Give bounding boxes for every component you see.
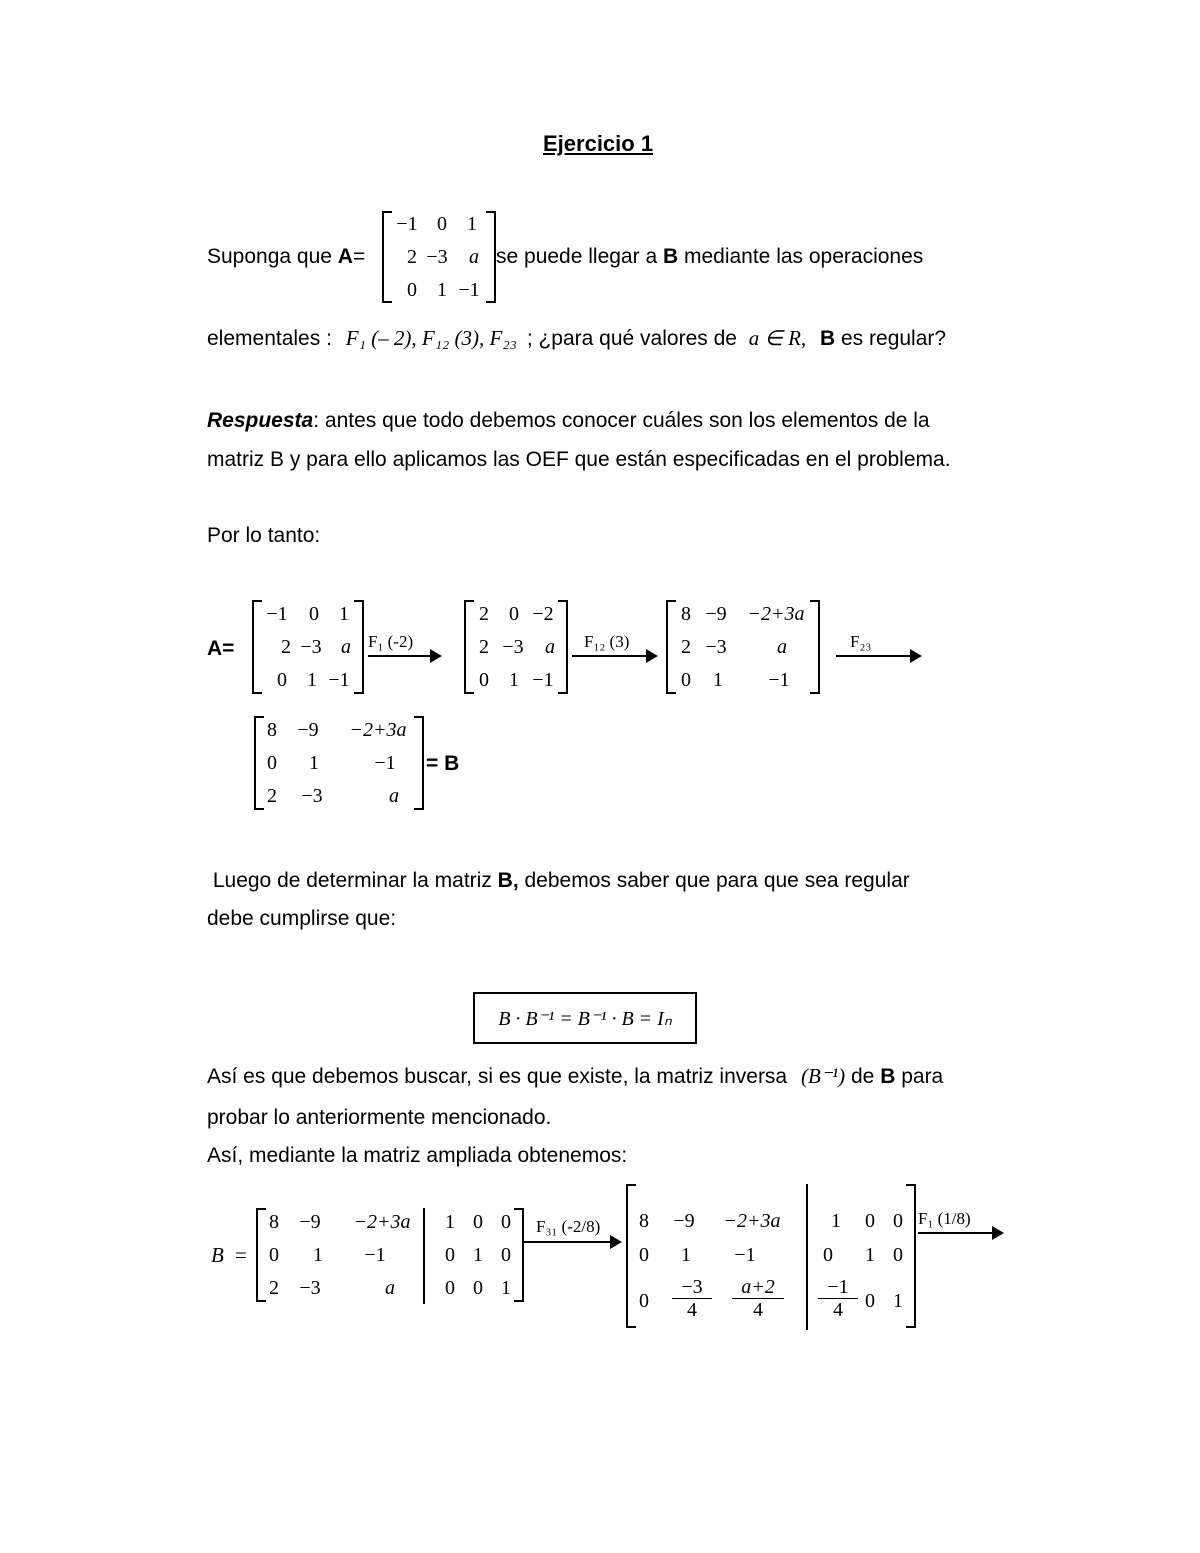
chain-op-1: F₁ (-2): [368, 632, 414, 651]
matrix-cell: −1: [374, 752, 396, 774]
matrix-cell: a: [385, 1277, 395, 1299]
matrix-cell: 0: [309, 603, 319, 625]
matrix-cell: −2: [532, 603, 554, 625]
matrix-cell: −3: [426, 246, 448, 268]
por-lo-tanto: Por lo tanto:: [207, 524, 321, 547]
matrix-cell: 0: [445, 1277, 455, 1299]
aug-op-1: F₃₁ (-2/8): [536, 1217, 601, 1236]
matrix-cell: −9: [299, 1211, 321, 1233]
matrix-cell: 1: [831, 1210, 841, 1232]
matrix-cell: 0: [639, 1290, 649, 1312]
chain-matrix-b: [254, 716, 424, 810]
matrix-cell: 2: [267, 785, 277, 807]
page-title: Ejercicio 1: [543, 131, 654, 156]
matrix-cell: 2: [479, 636, 489, 658]
intro-eq: =: [352, 245, 366, 268]
matrix-cell: −1: [458, 279, 480, 301]
matrix-cell: 2: [281, 636, 291, 658]
chain-matrix-1: [252, 600, 364, 694]
aug-eq: =: [235, 1243, 247, 1267]
augment-divider: [806, 1184, 808, 1330]
matrix-cell: −2+3a: [353, 1211, 411, 1233]
matrix-cell: 0: [639, 1244, 649, 1266]
matrix-cell: −9: [297, 719, 319, 741]
matrix-cell: 0: [445, 1244, 455, 1266]
asi-binv: (B⁻¹): [800, 1064, 846, 1088]
chain-eq-b: = B: [426, 752, 460, 775]
matrix-cell: 0: [407, 279, 417, 301]
asi-line-3: Así, mediante la matriz ampliada obtenemos:: [207, 1144, 628, 1167]
answer-line-1: [207, 409, 930, 433]
matrix-cell: 1: [501, 1277, 511, 1299]
intro-ops: F₁ (– 2), F₁₂ (3), F₂₃: [345, 326, 517, 350]
intro-pre: Suponga que: [207, 245, 338, 268]
fraction-num: −1: [818, 1276, 858, 1299]
arrow-right-icon: [836, 655, 920, 657]
intro-line-1: [207, 245, 365, 269]
asi-post: para: [895, 1065, 944, 1088]
matrix-cell: 1: [309, 752, 319, 774]
matrix-cell: −9: [705, 603, 727, 625]
matrix-cell: 2: [407, 246, 417, 268]
intro-line2-mid: ; ¿para qué valores de: [526, 327, 737, 350]
matrix-cell: 0: [865, 1290, 875, 1312]
matrix-cell: 2: [681, 636, 691, 658]
matrix-cell: 0: [269, 1244, 279, 1266]
arrow-right-icon: [524, 1241, 620, 1243]
matrix-cell: 1: [509, 669, 519, 691]
luego-line-2: debe cumplirse que:: [207, 907, 397, 930]
matrix-cell: 8: [681, 603, 691, 625]
intro-line-1-rest: [496, 245, 923, 269]
asi-line-2: probar lo anteriormente mencionado.: [207, 1106, 552, 1129]
matrix-cell: −1: [328, 669, 350, 691]
luego-line-1: [207, 869, 910, 893]
matrix-cell: 0: [893, 1210, 903, 1232]
intro-line-2: [207, 326, 946, 351]
matrix-cell: 8: [267, 719, 277, 741]
matrix-cell: −9: [673, 1210, 695, 1232]
matrix-cell: 2: [269, 1277, 279, 1299]
intro-line2-post: es regular?: [835, 327, 947, 350]
answer-line-2: matriz B y para ello aplicamos las OEF que están especificadas en el problema.: [207, 448, 951, 471]
matrix-cell: 2: [479, 603, 489, 625]
fraction: [672, 1276, 712, 1321]
intro-matrix-a: [382, 211, 496, 303]
matrix-cell: a: [341, 636, 351, 658]
intro-post: mediante las operaciones: [678, 245, 924, 268]
asi-pre: Así es que debemos buscar, si es que existe, la matriz inversa: [207, 1065, 788, 1088]
matrix-cell: −1: [532, 669, 554, 691]
matrix-cell: 0: [823, 1244, 833, 1266]
fraction-den: 4: [833, 1299, 843, 1321]
arrow-right-icon: [368, 655, 440, 657]
matrix-cell: 1: [713, 669, 723, 691]
matrix-cell: −2+3a: [747, 603, 805, 625]
augment-divider: [423, 1208, 425, 1304]
matrix-cell: 0: [277, 669, 287, 691]
intro-b-label: B: [662, 245, 679, 268]
matrix-cell: −2+3a: [723, 1210, 781, 1232]
matrix-cell: −3: [299, 1277, 321, 1299]
matrix-cell: 0: [479, 669, 489, 691]
fraction-den: 4: [753, 1299, 763, 1321]
intro-a-label: A: [337, 245, 353, 268]
chain-op-3: F₂₃: [850, 632, 872, 651]
aug-matrix-left: [256, 1208, 524, 1302]
matrix-cell: 8: [639, 1210, 649, 1232]
matrix-cell: 0: [267, 752, 277, 774]
answer-label: Respuesta: [207, 409, 314, 432]
chain-matrix-2: [464, 600, 568, 694]
asi-mid: de: [845, 1065, 881, 1088]
matrix-cell: 1: [307, 669, 317, 691]
matrix-cell: 1: [339, 603, 349, 625]
intro-mid: se puede llegar a: [496, 245, 663, 268]
fraction: [818, 1276, 858, 1321]
answer-text-1: : antes que todo debemos conocer cuáles son los elementos de la: [313, 409, 930, 432]
matrix-cell: 0: [865, 1210, 875, 1232]
luego-b: B,: [497, 869, 519, 892]
matrix-cell: a: [545, 636, 555, 658]
formula-box: [473, 992, 697, 1044]
luego-post: debemos saber que para que sea regular: [518, 869, 910, 892]
matrix-cell: 1: [865, 1244, 875, 1266]
asi-line-1: [207, 1064, 943, 1089]
aug-op-2: F₁ (1/8): [918, 1209, 971, 1228]
matrix-cell: −3: [300, 636, 322, 658]
chain-a-label: A=: [207, 637, 235, 660]
aug-matrix-result: [626, 1184, 916, 1328]
fraction-den: 4: [687, 1299, 697, 1321]
intro-line2-pre: elementales :: [207, 327, 332, 350]
matrix-cell: 0: [473, 1211, 483, 1233]
matrix-cell: −1: [768, 669, 790, 691]
matrix-cell: a: [469, 246, 479, 268]
matrix-cell: 0: [501, 1211, 511, 1233]
matrix-cell: 0: [473, 1277, 483, 1299]
matrix-cell: 0: [509, 603, 519, 625]
intro-a-in-r: a ∈ R,: [748, 326, 807, 350]
chain-matrix-3: [666, 600, 820, 694]
matrix-cell: −1: [734, 1244, 756, 1266]
matrix-cell: −3: [502, 636, 524, 658]
matrix-cell: −1: [266, 603, 288, 625]
matrix-cell: a: [389, 785, 399, 807]
arrow-right-icon: [572, 655, 656, 657]
matrix-cell: 0: [893, 1244, 903, 1266]
fraction: [732, 1276, 784, 1321]
matrix-cell: 1: [437, 279, 447, 301]
matrix-cell: −3: [301, 785, 323, 807]
asi-b: B: [880, 1065, 896, 1088]
matrix-cell: a: [777, 636, 787, 658]
matrix-cell: −3: [705, 636, 727, 658]
matrix-cell: 1: [467, 213, 477, 235]
matrix-cell: 0: [501, 1244, 511, 1266]
matrix-cell: 0: [437, 213, 447, 235]
matrix-cell: 8: [269, 1211, 279, 1233]
chain-op-2: F₁₂ (3): [584, 632, 630, 651]
matrix-cell: −1: [364, 1244, 386, 1266]
intro-line2-b: B: [820, 327, 836, 350]
boxed-formula: B · B⁻¹ = B⁻¹ · B = Iₙ: [498, 1008, 672, 1030]
matrix-cell: 1: [473, 1244, 483, 1266]
matrix-cell: 1: [313, 1244, 323, 1266]
matrix-cell: 1: [681, 1244, 691, 1266]
matrix-cell: 0: [681, 669, 691, 691]
matrix-cell: −1: [396, 213, 418, 235]
matrix-cell: 1: [893, 1290, 903, 1312]
aug-b-label: B: [211, 1243, 224, 1267]
fraction-num: −3: [672, 1276, 712, 1299]
fraction-num: a+2: [732, 1276, 784, 1299]
matrix-cell: −2+3a: [349, 719, 407, 741]
arrow-right-icon: [918, 1232, 1002, 1234]
matrix-cell: 1: [445, 1211, 455, 1233]
luego-pre: Luego de determinar la matriz: [207, 869, 498, 892]
